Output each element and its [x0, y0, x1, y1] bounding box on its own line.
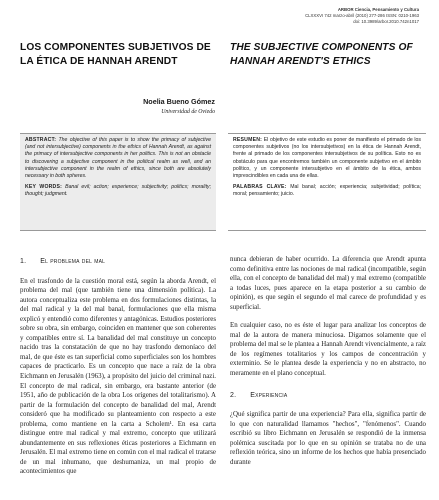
right-column [230, 255, 426, 467]
abstract-spanish-body [233, 137, 421, 180]
section-2-number: 2. [230, 391, 237, 399]
resumen-text: El objetivo de este estudio es poner de manifiesto el primado de los componentes subjetivos (no los intersubjetivos) en la ética de Hannah Arendt, frente al primado de los componentes intersubjetivos de su política. Esto no es obstáculo para que encontremos también un componente subjetivo en el ámbito político, y un componente intersubjetivo en el ámbito de la ética, ambos imprescindibles en cada una de ellas. [233, 137, 421, 180]
abstract-label: ABSTRACT: [25, 137, 57, 143]
palabras-clave-label: PALABRAS CLAVE: [233, 184, 287, 191]
title-spanish: LOS COMPONENTES SUBJETIVOS DE LA ÉTICA DE HANNAH ARENDT [20, 42, 211, 67]
resumen-label: RESUMEN: [233, 137, 263, 143]
abstract-english-body [25, 137, 211, 180]
section-1-title: El problema del mal [40, 258, 106, 265]
abstract-text: The objective of this paper is to show the primacy of subjective (and not intersubjective) components in the ethics of Hannah Arendt, as against the primacy of intersubjective components in her politics. This is not an obstacle to discovering a subjective component in the political realm as well, and an intersubjective component in the realm of ethics, since both are absolutely necessary in both spheres. [25, 137, 211, 180]
palabras-clave-text: Mal banal; acción; experiencia; subjetividad; política; moral; pensamiento; juicio. [233, 184, 421, 198]
keywords-text: Banal evil; action; experience; subjectivity; politics; morality; thought; judgment. [25, 184, 211, 198]
section-2-title: Experiencia [250, 391, 288, 399]
journal-issue: CLXXXVI 742 marzo-abril (2010) 277-286 ISSN: 0210-1963 [305, 13, 419, 18]
abstract-english [20, 133, 216, 231]
author-name: Noelia Bueno Gómez [143, 97, 215, 106]
section-2-paragraph: ¿Qué significa partir de una experiencia? Para ella, significa partir de lo que con naturalidad llamamos "hechos", "fenómenos". Cuando escribió su libro Eichmann en Jerusalén se respondió de la inmensa polémica suscitada por lo que en su opinión se trataba no de una reflexión teórica, sino un informe de los hechos que había presenciado durante [230, 411, 426, 466]
journal-name: ARBOR Ciencia, Pensamiento y Cultura [337, 7, 419, 12]
journal-doi: doi: 10.3989/arbor.2010.742n1017 [353, 19, 419, 24]
journal-header [169, 7, 419, 25]
section-2-heading [230, 391, 426, 401]
keywords-english [25, 184, 211, 198]
right-paragraph-1: nunca debieran de haber ocurrido. La diferencia que Arendt apunta como definitiva entre las nociones de mal radical (incompatible, según ella, con el concepto de banalidad del mal) y mal extremo (compatible a todas luces, pues aparece en la etapa posterior a su cambio de opinión), es que según el segundo el mal carece de profundidad y es superficial. [230, 256, 426, 311]
title-english: THE SUBJECTIVE COMPONENTS OF HANNAH ARENDT'S ETHICS [230, 42, 413, 67]
right-paragraph-2: En cualquier caso, no es éste el lugar para analizar los conceptos de mal de la autora de manera minuciosa. Digamos solamente que el problema del mal se le plantea a Hannah Arendt vivencialmente, a raíz de los regímenes totalitarios y los campos de concentración y exterminio. Se le plantea desde la experiencia y no en abstracto, no meramente en el plano conceptual. [230, 322, 426, 378]
author-affiliation: Universidad de Oviedo [161, 109, 215, 115]
keywords-spanish [233, 184, 421, 198]
left-column [20, 255, 216, 477]
section-1-paragraph: En el trasfondo de la cuestión moral está, según la aborda Arendt, el problema del mal (que también tiene una dimensión política). La autora conceptualiza este problema en dos formulaciones distintas, la del mal radical y la del mal banal, formulaciones que ella misma explicó y entendió como diferentes y antagónicas. Estudios posteriores sobre su obra, sin embargo, coinciden en mantener que son coherentes y compatibles entre sí. La banalidad del mal constituye un concepto nacido tras la constatación de que no hay trasfondo demoníaco del mal, de que éste es tan superficial como superficiales son los hombres capaces de practicarlo. Es un concepto que nace a raíz de la obra Eichmann en Jerusalén (1963), a propósito del juicio del criminal nazi. El concepto de mal radical, sin embargo, era bastante anterior (de 1951, año de publicación de la obra Los orígenes del totalitarismo). A partir de la formulación del concepto de banalidad del mal, Arendt consideró que ha modificado su planteamiento con respecto a este problema, como mantiene en la carta a Scholem¹. En esa carta distingue entre mal radical y mal extremo, concepto que utilizará abundantemente en sus reflexiones éticas posteriores a Eichmann en Jerusalén. El mal extremo tiene en común con el mal radical el tratarse de un mal inhumano, que deshumaniza, un mal propio de acontecimientos que [20, 277, 216, 476]
section-1-number: 1. [20, 258, 27, 265]
section-1-heading [20, 257, 216, 267]
keywords-label: KEY WORDS: [25, 184, 63, 191]
abstract-spanish [228, 133, 426, 231]
